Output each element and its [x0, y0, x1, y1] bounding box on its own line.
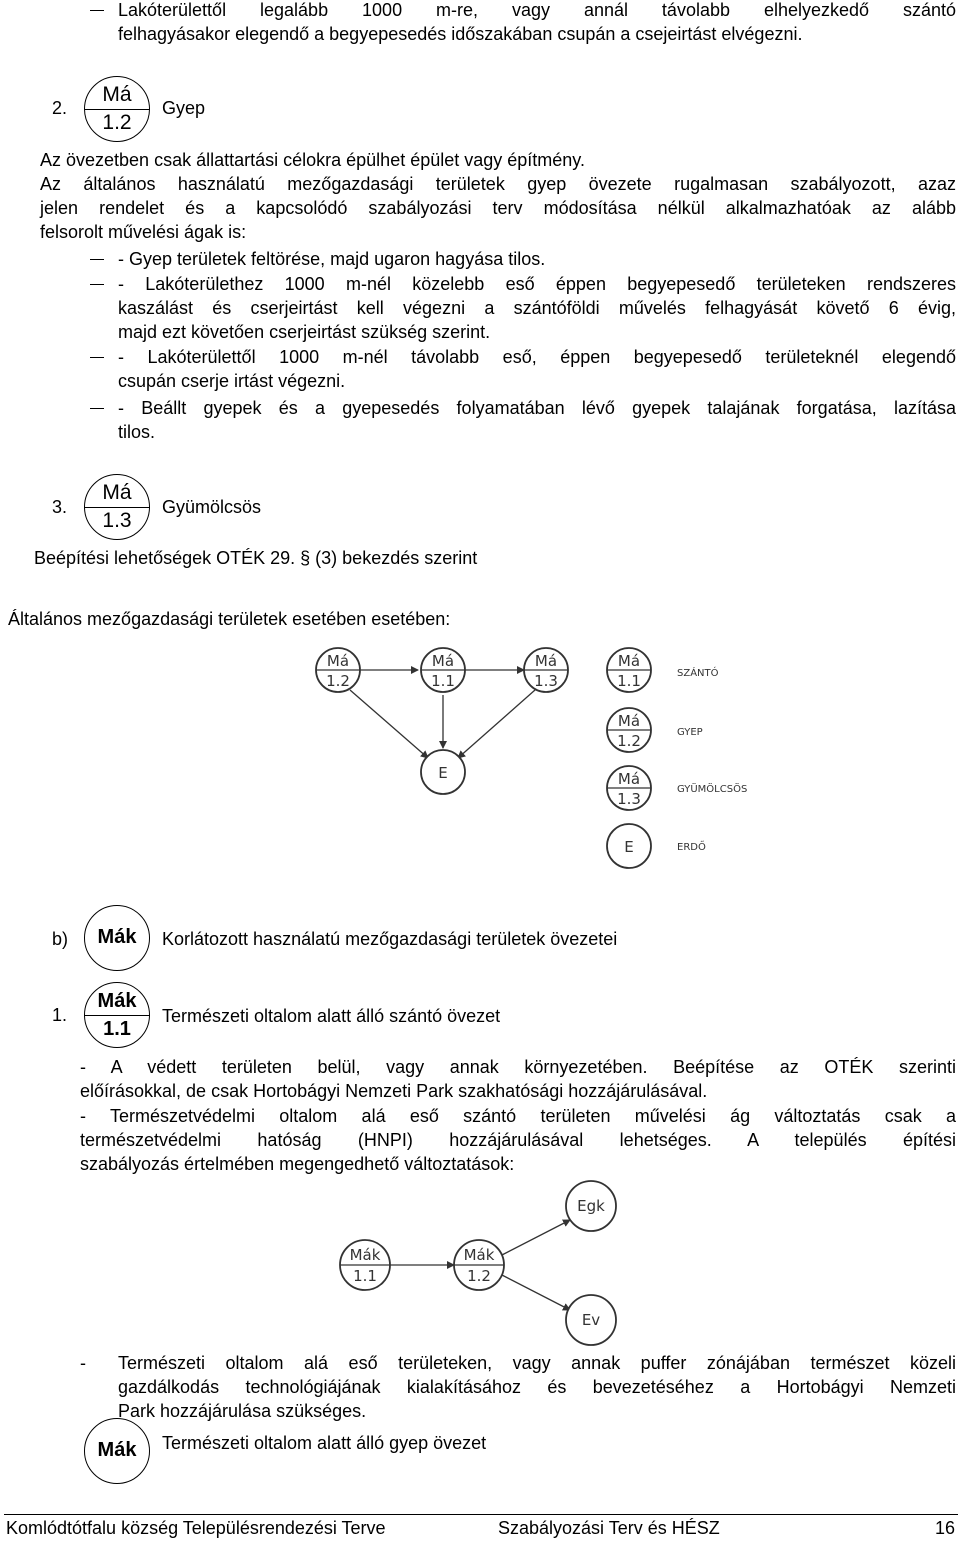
zone-symbol — [84, 1418, 150, 1484]
list-item: - Lakóterülethez 1000 m-nél közelebb eső éppen begyepesedő területeken rendszeres — [118, 274, 956, 294]
page-number: 16 — [935, 1518, 956, 1538]
paragraph-line: jelen rendelet és a kapcsolódó szabályozási terv módosítása nélkül alkalmazhatóak az alább — [40, 198, 956, 218]
paragraph-line: Lakóterülettől legalább 1000 m-re, vagy annál távolabb elhelyezkedő szántó — [118, 0, 956, 20]
list-item: tilos. — [118, 422, 156, 442]
list-dash — [90, 284, 104, 285]
node-code: Má — [534, 652, 558, 670]
zone-subcode: 1.3 — [102, 509, 132, 532]
land-use-change-diagram — [300, 640, 748, 870]
footer-document-title: Komlódtótfalu község Településrendezési Terve — [6, 1518, 386, 1538]
legend-code: Má — [617, 712, 641, 730]
footer-section-title: Szabályozási Terv és HÉSZ — [498, 1518, 720, 1538]
legend-subcode: 1.2 — [617, 732, 641, 750]
node-subcode: 1.2 — [326, 672, 350, 690]
zone-symbol — [84, 905, 150, 971]
legend-code: Má — [617, 770, 641, 788]
list-dash — [90, 408, 104, 409]
list-item: majd ezt követően cserjeirtást szükség szerint. — [118, 322, 491, 342]
list-dash — [90, 10, 104, 11]
node-code: E — [438, 764, 448, 782]
node-code: Mák — [349, 1246, 381, 1264]
section-title: Gyümölcsös — [162, 497, 262, 517]
section-number: 1. — [52, 1005, 68, 1025]
list-dash — [90, 357, 104, 358]
list-item: kaszálást és cserjeirtást kell végezni a szántóföldi művelés felhagyását követő 6 évig, — [118, 298, 956, 318]
paragraph-line: Beépítési lehetőségek OTÉK 29. § (3) bekezdés szerint — [34, 548, 478, 568]
legend-code: E — [624, 838, 634, 856]
legend-label: GYÜMÖLCSÖS — [677, 784, 748, 795]
node-subcode: 1.2 — [467, 1267, 491, 1285]
list-item: - Lakóterülettől 1000 m-nél távolabb eső, éppen begyepesedő területeknél elegendő — [118, 347, 956, 367]
legend-label: GYEP — [677, 727, 703, 738]
zone-code: Mák — [97, 990, 137, 1012]
list-dash — [90, 259, 104, 260]
paragraph-line: előírásokkal, de csak Hortobágyi Nemzeti Park szakhatósági hozzájárulásával. — [80, 1081, 708, 1101]
node-code: Ev — [581, 1311, 601, 1329]
paragraph-line: Természeti oltalom alá eső területeken, vagy annak puffer zónájában természet közeli — [118, 1353, 956, 1373]
legend-subcode: 1.3 — [617, 790, 641, 808]
list-item: - Gyep területek feltörése, majd ugaron hagyása tilos. — [118, 249, 546, 269]
zone-symbol — [84, 982, 150, 1048]
zone-code: Má — [102, 481, 132, 504]
paragraph-line: felhagyásakor elegendő a begyepesedés időszakában csupán a csejeirtást elvégezni. — [118, 24, 803, 44]
paragraph-line: - A védett területen belül, vagy annak környezetében. Beépítése az OTÉK szerinti — [80, 1057, 956, 1077]
paragraph-line: Park hozzájárulása szükséges. — [118, 1401, 367, 1421]
paragraph-line: gazdálkodás technológiájának kialakításához és bevezetéséhez a Hortobágyi Nemzeti — [118, 1377, 956, 1397]
section-number: 3. — [52, 497, 68, 517]
allowed-changes-diagram — [320, 1170, 620, 1350]
paragraph-line: Általános mezőgazdasági területek esetében esetében: — [8, 609, 451, 629]
legend-code: Má — [617, 652, 641, 670]
zone-subcode: 1.1 — [103, 1018, 131, 1040]
node-code: Mák — [463, 1246, 495, 1264]
legend-label: SZÁNTÓ — [677, 668, 719, 679]
legend-subcode: 1.1 — [617, 672, 641, 690]
zone-code: Mák — [97, 1439, 137, 1461]
list-dash: - — [80, 1353, 86, 1373]
legend-label: ERDŐ — [677, 842, 706, 853]
section-title: Korlátozott használatú mezőgazdasági területek övezetei — [162, 929, 618, 949]
zone-symbol — [84, 76, 150, 142]
list-item: csupán cserje irtást végezni. — [118, 371, 346, 391]
node-code: Egk — [577, 1197, 605, 1215]
section-title: Gyep — [162, 98, 206, 118]
paragraph-line: természetvédelmi hatóság (HNPI) hozzájárulásával lehetséges. A település építési — [80, 1130, 956, 1150]
section-number: 2. — [52, 98, 68, 118]
node-subcode: 1.1 — [431, 672, 455, 690]
zone-code: Má — [102, 83, 132, 106]
section-number: b) — [52, 929, 69, 949]
zone-symbol — [84, 474, 150, 540]
zone-subcode: 1.2 — [102, 111, 132, 134]
paragraph-line: felsorolt művelési ágak is: — [40, 222, 247, 242]
section-title: Természeti oltalom alatt álló szántó övezet — [162, 1006, 501, 1026]
footer-rule — [4, 1514, 958, 1515]
paragraph-line: Az általános használatú mezőgazdasági területek gyep övezete rugalmasan szabályozott, azaz — [40, 174, 956, 194]
node-code: Má — [431, 652, 455, 670]
paragraph-line: szabályozás értelmében megengedhető változtatások: — [80, 1154, 515, 1174]
node-subcode: 1.1 — [353, 1267, 377, 1285]
section-title: Természeti oltalom alatt álló gyep övezet — [162, 1433, 487, 1453]
paragraph-line: Az övezetben csak állattartási célokra épülhet épület vagy építmény. — [40, 150, 585, 170]
paragraph-line: - Természetvédelmi oltalom alá eső szántó területen művelési ág változtatás csak a — [80, 1106, 956, 1126]
zone-code: Mák — [97, 926, 137, 948]
node-subcode: 1.3 — [534, 672, 558, 690]
node-code: Má — [326, 652, 350, 670]
list-item: - Beállt gyepek és a gyepesedés folyamatában lévő gyepek talajának forgatása, lazítása — [118, 398, 956, 418]
